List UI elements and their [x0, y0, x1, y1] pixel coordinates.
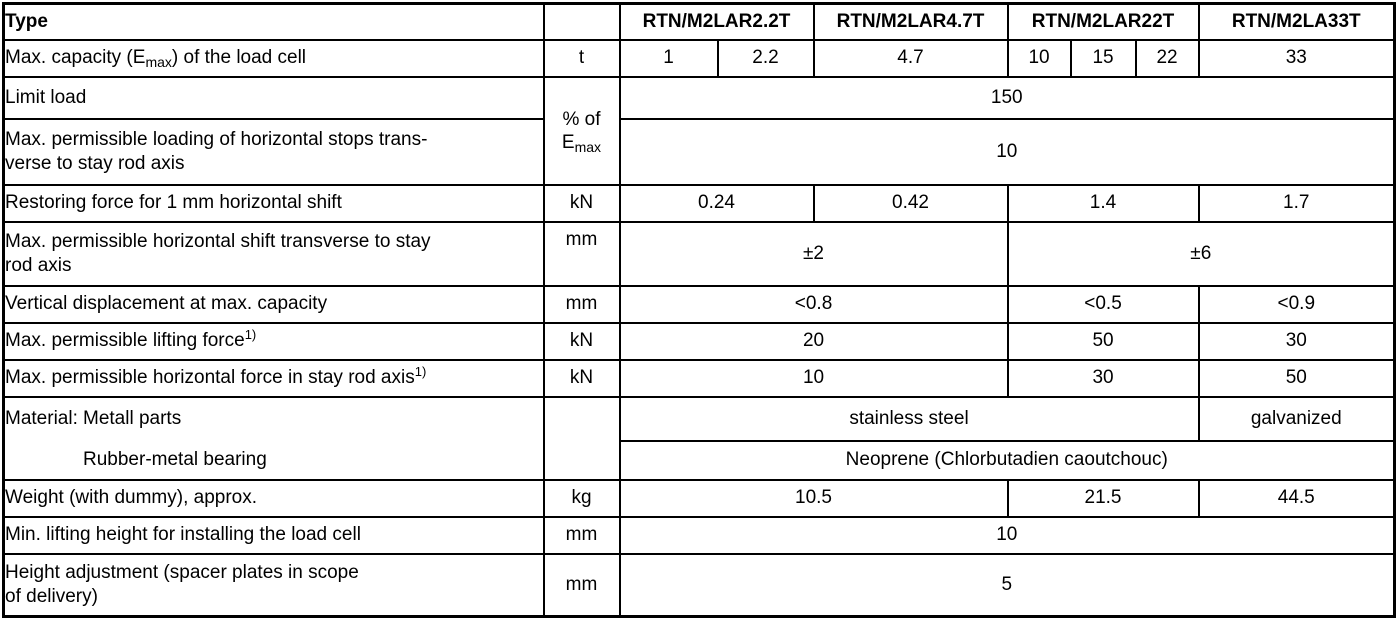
value-cell: 20 — [620, 323, 1008, 360]
table-row-horizontal-stops — [4, 119, 1395, 185]
unit-cell: mm — [544, 222, 620, 286]
footnote-1-marker: 1) — [414, 364, 427, 379]
unit-cell: mm — [544, 554, 620, 617]
value-cell: 44.5 — [1199, 480, 1395, 517]
value-cell: 0.42 — [814, 185, 1008, 222]
value-cell: <0.5 — [1008, 286, 1199, 323]
table-row-vertical-displacement — [4, 286, 1395, 323]
type-header: Type — [4, 4, 544, 40]
value-cell: 21.5 — [1008, 480, 1199, 517]
table-row-material-metal — [4, 397, 1395, 441]
value-cell: 22 — [1136, 40, 1199, 77]
value-cell: <0.8 — [620, 286, 1008, 323]
value-cell: 50 — [1199, 360, 1395, 397]
unit-cell-pct-emax — [544, 77, 620, 185]
value-cell: 10.5 — [620, 480, 1008, 517]
value-cell: 33 — [1199, 40, 1395, 77]
row-label-weight: Weight (with dummy), approx. — [4, 480, 544, 517]
value-cell: 4.7 — [814, 40, 1008, 77]
unit-cell: kN — [544, 185, 620, 222]
value-cell: 30 — [1199, 323, 1395, 360]
value-cell: 1.7 — [1199, 185, 1395, 222]
table-row-lifting-force — [4, 323, 1395, 360]
table-row-weight — [4, 480, 1395, 517]
unit-header-empty — [544, 4, 620, 40]
value-cell: galvanized — [1199, 397, 1395, 441]
value-cell: 15 — [1071, 40, 1136, 77]
unit-cell: mm — [544, 517, 620, 554]
value-cell: 10 — [620, 360, 1008, 397]
row-label-restoring-force: Restoring force for 1 mm horizontal shift — [4, 185, 544, 222]
row-label-lifting-force: Max. permissible lifting force$^{1)}$ — [4, 323, 544, 360]
value-cell: 10 — [620, 119, 1395, 185]
table-row-min-lifting-height — [4, 517, 1395, 554]
unit-cell: t — [544, 40, 620, 77]
value-cell: Neoprene (Chlorbutadien caoutchouc) — [620, 441, 1395, 480]
row-label-limit-load: Limit load — [4, 77, 544, 119]
value-cell: 0.24 — [620, 185, 814, 222]
unit-cell-empty — [544, 397, 620, 480]
unit-cell: kN — [544, 360, 620, 397]
value-cell: 10 — [1008, 40, 1071, 77]
value-cell: 1 — [620, 40, 718, 77]
value-cell: 2.2 — [718, 40, 814, 77]
table-row-limit-load — [4, 77, 1395, 119]
row-label-horizontal-force: Max. permissible horizontal force in stay rod axis$^{1)}$ — [4, 360, 544, 397]
footnote-1-marker: 1) — [244, 327, 257, 342]
value-cell: stainless steel — [620, 397, 1199, 441]
row-label-horizontal-stops: Max. permissible loading of horizontal stops trans- verse to stay rod axis — [4, 119, 544, 185]
emax-subscript: max — [145, 54, 172, 70]
value-cell: 1.4 — [1008, 185, 1199, 222]
pct-line1: % of — [562, 108, 601, 130]
table-row-restoring-force — [4, 185, 1395, 222]
row-label-material: Material: Metall parts Rubber-metal bearing — [4, 397, 544, 480]
row-label-vertical-displacement: Vertical displacement at max. capacity — [4, 286, 544, 323]
pct-line2: $E_{max}$ — [561, 131, 602, 155]
model-header-rtn-m2lar4-7t: RTN/M2LAR4.7T — [814, 4, 1008, 40]
value-cell: 5 — [620, 554, 1395, 617]
value-cell: 30 — [1008, 360, 1199, 397]
row-label-min-lifting-height: Min. lifting height for installing the load cell — [4, 517, 544, 554]
table-row-height-adjustment — [4, 554, 1395, 617]
unit-cell: mm — [544, 286, 620, 323]
emax-subscript: max — [574, 138, 602, 155]
value-cell: 10 — [620, 517, 1395, 554]
value-cell: 50 — [1008, 323, 1199, 360]
unit-cell: kg — [544, 480, 620, 517]
row-label-max-capacity: Max. capacity $(E_{max})$ of the load cell — [4, 40, 544, 77]
value-cell: ±6 — [1008, 222, 1395, 286]
row-label-horizontal-shift: Max. permissible horizontal shift transverse to stay rod axis — [4, 222, 544, 286]
value-cell: ±2 — [620, 222, 1008, 286]
load-cell-spec-table — [2, 2, 1396, 618]
table-row-type — [4, 4, 1395, 40]
table-row-horizontal-force — [4, 360, 1395, 397]
value-cell: 150 — [620, 77, 1395, 119]
table-row-horizontal-shift — [4, 222, 1395, 286]
model-header-rtn-m2la33t: RTN/M2LA33T — [1199, 4, 1395, 40]
model-header-rtn-m2lar2-2t: RTN/M2LAR2.2T — [620, 4, 814, 40]
model-header-rtn-m2lar22t: RTN/M2LAR22T — [1008, 4, 1199, 40]
table-row-max-capacity — [4, 40, 1395, 77]
value-cell: <0.9 — [1199, 286, 1395, 323]
row-label-height-adjustment: Height adjustment (spacer plates in scope of delivery) — [4, 554, 544, 617]
unit-cell: kN — [544, 323, 620, 360]
